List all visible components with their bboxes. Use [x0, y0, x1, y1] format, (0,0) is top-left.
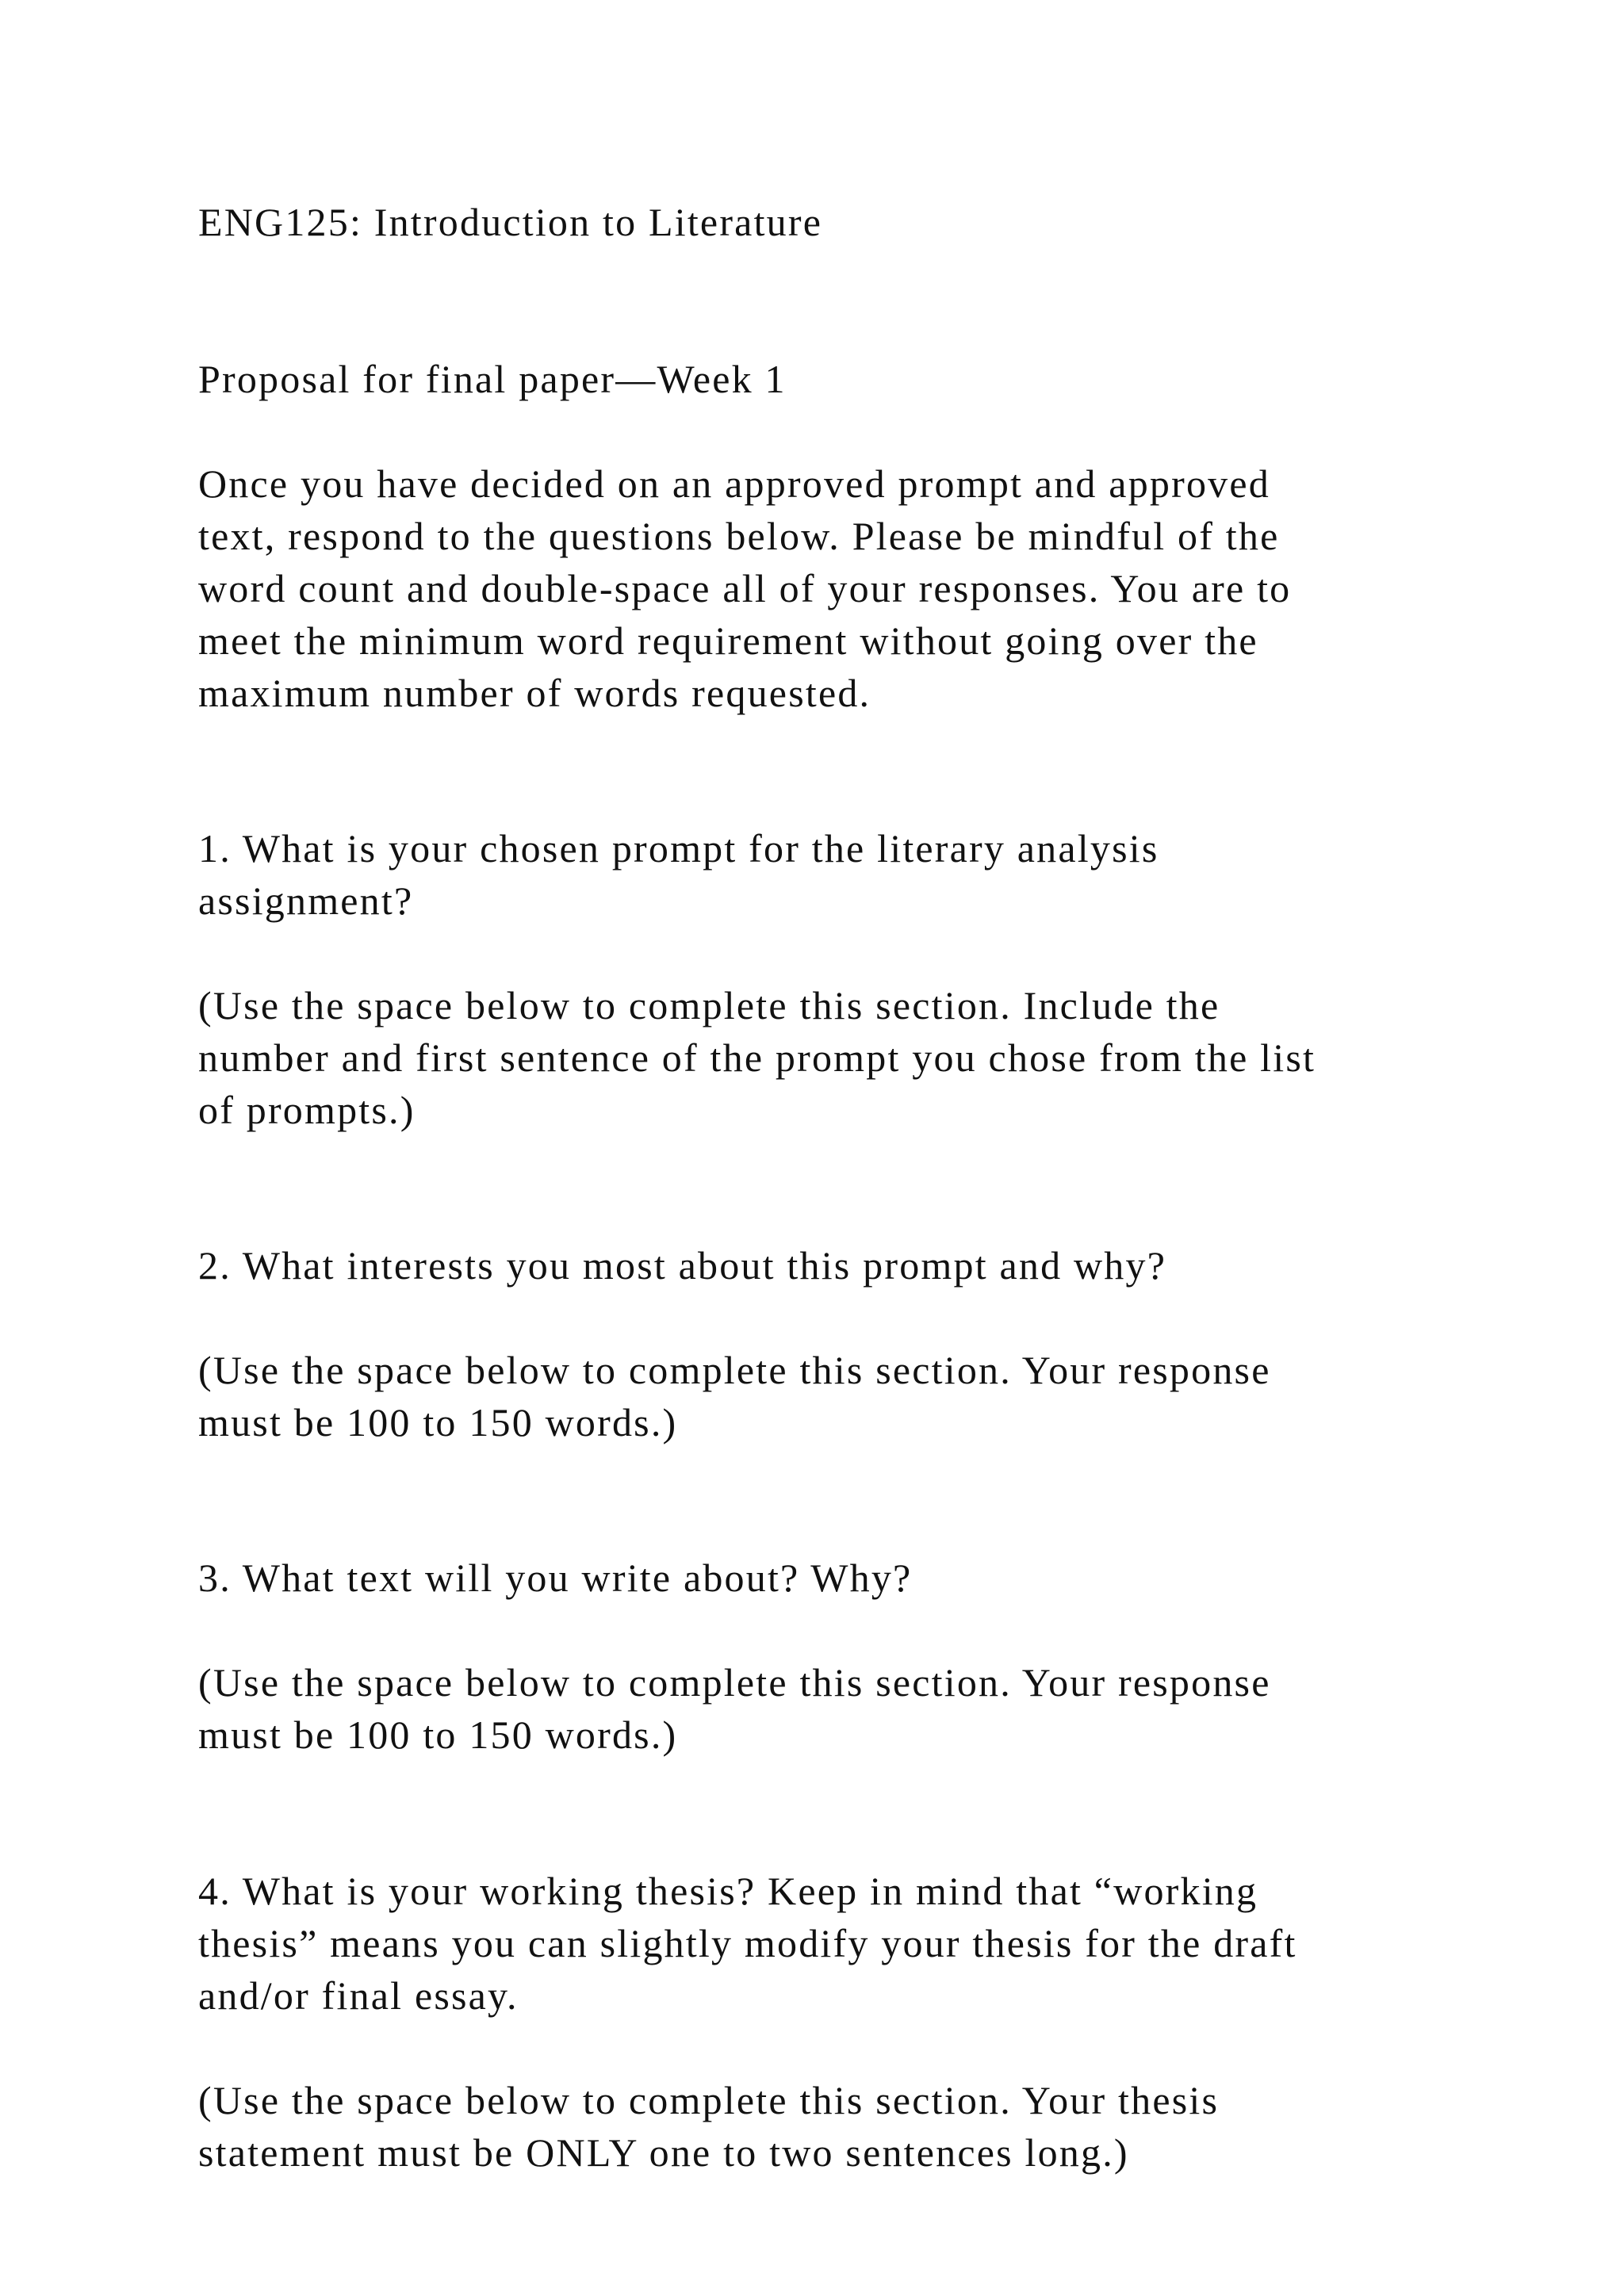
question-3-text: 3. What text will you write about? Why? — [198, 1556, 913, 1600]
question-4-instruction: (Use the space below to complete this section. Your thesis statement must be ONLY one to two sentences long.) — [198, 2078, 1220, 2175]
question-2-instruction: (Use the space below to complete this section. Your response must be 100 to 150 words.) — [198, 1348, 1271, 1445]
question-1-text: 1. What is your chosen prompt for the literary analysis assignment? — [198, 826, 1159, 923]
question-3-block — [198, 1499, 1467, 1813]
question-1-instruction: (Use the space below to complete this section. Include the number and first sentence of the prompt you chose from the list of prompts.) — [198, 983, 1316, 1132]
question-2-block — [198, 1187, 1467, 1501]
course-title: ENG125: Introduction to Literature — [198, 200, 823, 244]
question-3-instruction: (Use the space below to complete this section. Your response must be 100 to 150 words.) — [198, 1660, 1271, 1757]
instructions-paragraph: Once you have decided on an approved prompt and approved text, respond to the questions below. Please be mindful of the word count and double-space all of your responses. You are to meet the minimum word requirement without going over the maximum number of words requested. — [198, 461, 1292, 715]
question-1-block — [198, 770, 1467, 1188]
question-4-block — [198, 1812, 1467, 2231]
proposal-heading: Proposal for final paper—Week 1 — [198, 357, 787, 401]
question-2-text: 2. What interests you most about this prompt and why? — [198, 1243, 1167, 1288]
question-4-text: 4. What is your working thesis? Keep in mind that “working thesis” means you can slightly modify your thesis for the draft and/or final essay. — [198, 1869, 1297, 2018]
